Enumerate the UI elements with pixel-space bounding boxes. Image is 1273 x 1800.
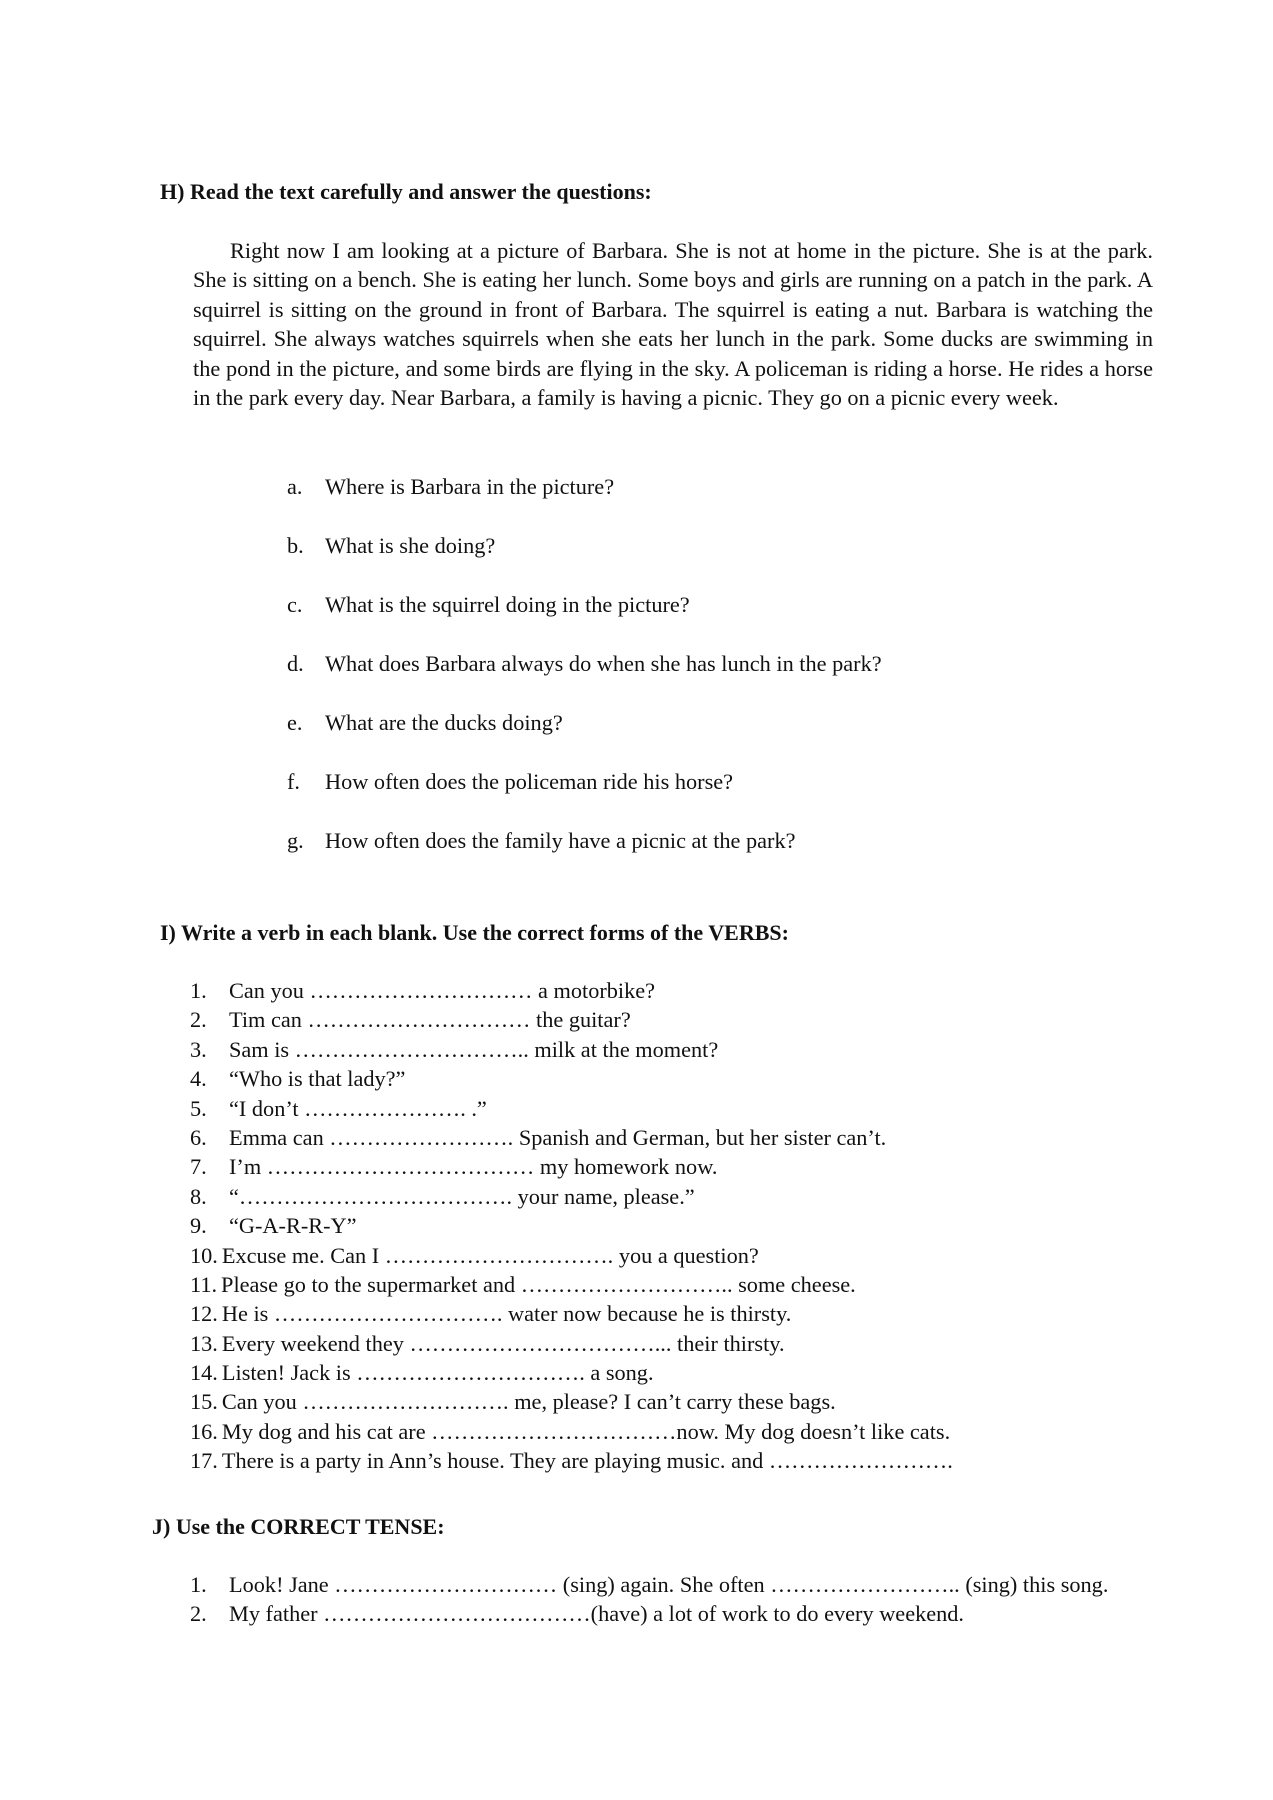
item-text: Excuse me. Can I …………………………. you a question?: [221, 1242, 759, 1268]
item-number: 8.: [190, 1183, 207, 1209]
item-number: 1.: [190, 1572, 207, 1597]
exercise-item: [190, 1299, 953, 1328]
question-label: f.: [287, 769, 300, 794]
item-number: 2.: [190, 1007, 207, 1033]
item-number: 16.: [190, 1418, 218, 1444]
item-number: 13.: [190, 1330, 218, 1356]
question-item: [287, 590, 882, 649]
exercise-item: [190, 1123, 953, 1152]
question-text: How often does the family have a picnic at the park?: [325, 828, 796, 853]
exercise-item: [190, 976, 953, 1005]
question-text: What are the ducks doing?: [325, 710, 563, 735]
exercise-item: [190, 1417, 953, 1446]
item-text: “Who is that lady?”: [229, 1066, 406, 1092]
item-number: 2.: [190, 1601, 207, 1627]
exercise-item: [190, 1270, 953, 1299]
question-label: a.: [287, 474, 303, 499]
item-text: He is …………………………. water now because he is thirsty.: [221, 1301, 792, 1327]
exercise-item: [190, 1599, 1150, 1628]
question-item: [287, 472, 882, 531]
exercise-item: [190, 1241, 953, 1270]
item-number: 10.: [190, 1242, 218, 1268]
question-item: [287, 826, 882, 885]
question-item: [287, 649, 882, 708]
exercise-item: [190, 1329, 953, 1358]
question-item: [287, 708, 882, 767]
exercise-item: [190, 1152, 953, 1181]
item-number: 17.: [190, 1448, 218, 1474]
exercise-item: [190, 1005, 953, 1034]
item-number: 3.: [190, 1036, 207, 1062]
question-label: b.: [287, 533, 304, 558]
question-label: c.: [287, 592, 303, 617]
item-text: Sam is ………………………….. milk at the moment?: [229, 1036, 719, 1062]
item-text: Please go to the supermarket and ……………………….. some cheese.: [221, 1271, 856, 1297]
item-number: 1.: [190, 978, 207, 1003]
item-number: 11.: [190, 1271, 218, 1297]
exercise-item: [190, 1358, 953, 1387]
item-text: Tim can ………………………… the guitar?: [229, 1007, 631, 1033]
exercise-item: [190, 1387, 953, 1416]
question-text: Where is Barbara in the picture?: [325, 474, 615, 499]
section-h-heading: H) Read the text carefully and answer the questions:: [160, 179, 652, 204]
item-number: 12.: [190, 1301, 218, 1327]
exercise-item: [190, 1446, 953, 1475]
item-text: Can you ………………………. me, please? I can’t carry these bags.: [221, 1389, 836, 1415]
item-number: 6.: [190, 1124, 207, 1150]
question-text: How often does the policeman ride his horse?: [325, 769, 734, 794]
question-text: What does Barbara always do when she has lunch in the park?: [325, 651, 882, 676]
item-text: Every weekend they ……………………………... their thirsty.: [221, 1330, 785, 1356]
exercise-item: [190, 1094, 953, 1123]
comprehension-questions: [287, 472, 882, 885]
item-text: I’m ……………………………… my homework now.: [229, 1154, 718, 1180]
item-text: Can you ………………………… a motorbike?: [229, 978, 656, 1003]
item-number: 7.: [190, 1154, 207, 1180]
exercise-item: [190, 1064, 953, 1093]
item-number: 14.: [190, 1360, 218, 1386]
exercise-item: [190, 1182, 953, 1211]
item-text: My father ………………………………(have) a lot of work to do every weekend.: [229, 1601, 965, 1627]
question-label: g.: [287, 828, 304, 853]
item-text: There is a party in Ann’s house. They are playing music. and …………………….: [221, 1448, 953, 1474]
item-text: My dog and his cat are ……………………………now. My dog doesn’t like cats.: [221, 1418, 951, 1444]
item-text: “I don’t …………………. .”: [229, 1095, 487, 1121]
question-label: d.: [287, 651, 304, 676]
tense-exercise-list: [190, 1570, 1150, 1629]
item-text: “G-A-R-R-Y”: [229, 1213, 357, 1239]
item-text: Look! Jane ………………………… (sing) again. She often …………………….. (sing) this song.: [229, 1572, 1109, 1597]
item-text: Emma can ……………………. Spanish and German, but her sister can’t.: [229, 1124, 887, 1150]
reading-passage: Right now I am looking at a picture of Barbara. She is not at home in the picture. She is at the park. She is sitting on a bench. She is eating her lunch. Some boys and girls are running on a patch in the park. A squirrel is sitting on the ground in front of Barbara. The squirrel is eating a nut. Barbara is watching the squirrel. She always watches squirrels when she eats her lunch in the park. Some ducks are swimming in the pond in the picture, and some birds are flying in the sky. A policeman is riding a horse. He rides a horse in the park every day. Near Barbara, a family is having a picnic. They go on a picnic every week.: [193, 238, 1153, 411]
verb-exercise-list: [190, 976, 953, 1476]
section-i-heading: I) Write a verb in each blank. Use the correct forms of the VERBS:: [160, 920, 789, 945]
question-item: [287, 531, 882, 590]
exercise-item: [190, 1211, 953, 1240]
item-number: 5.: [190, 1095, 207, 1121]
item-number: 15.: [190, 1389, 218, 1415]
exercise-item: [190, 1570, 1150, 1599]
item-text: “………………………………. your name, please.”: [229, 1183, 695, 1209]
item-number: 4.: [190, 1066, 207, 1092]
section-j-heading: J) Use the CORRECT TENSE:: [152, 1514, 445, 1539]
item-number: 9.: [190, 1213, 207, 1239]
item-text: Listen! Jack is …………………………. a song.: [221, 1360, 654, 1386]
question-text: What is the squirrel doing in the picture?: [325, 592, 690, 617]
question-text: What is she doing?: [325, 533, 496, 558]
question-item: [287, 767, 882, 826]
question-label: e.: [287, 710, 303, 735]
exercise-item: [190, 1035, 953, 1064]
